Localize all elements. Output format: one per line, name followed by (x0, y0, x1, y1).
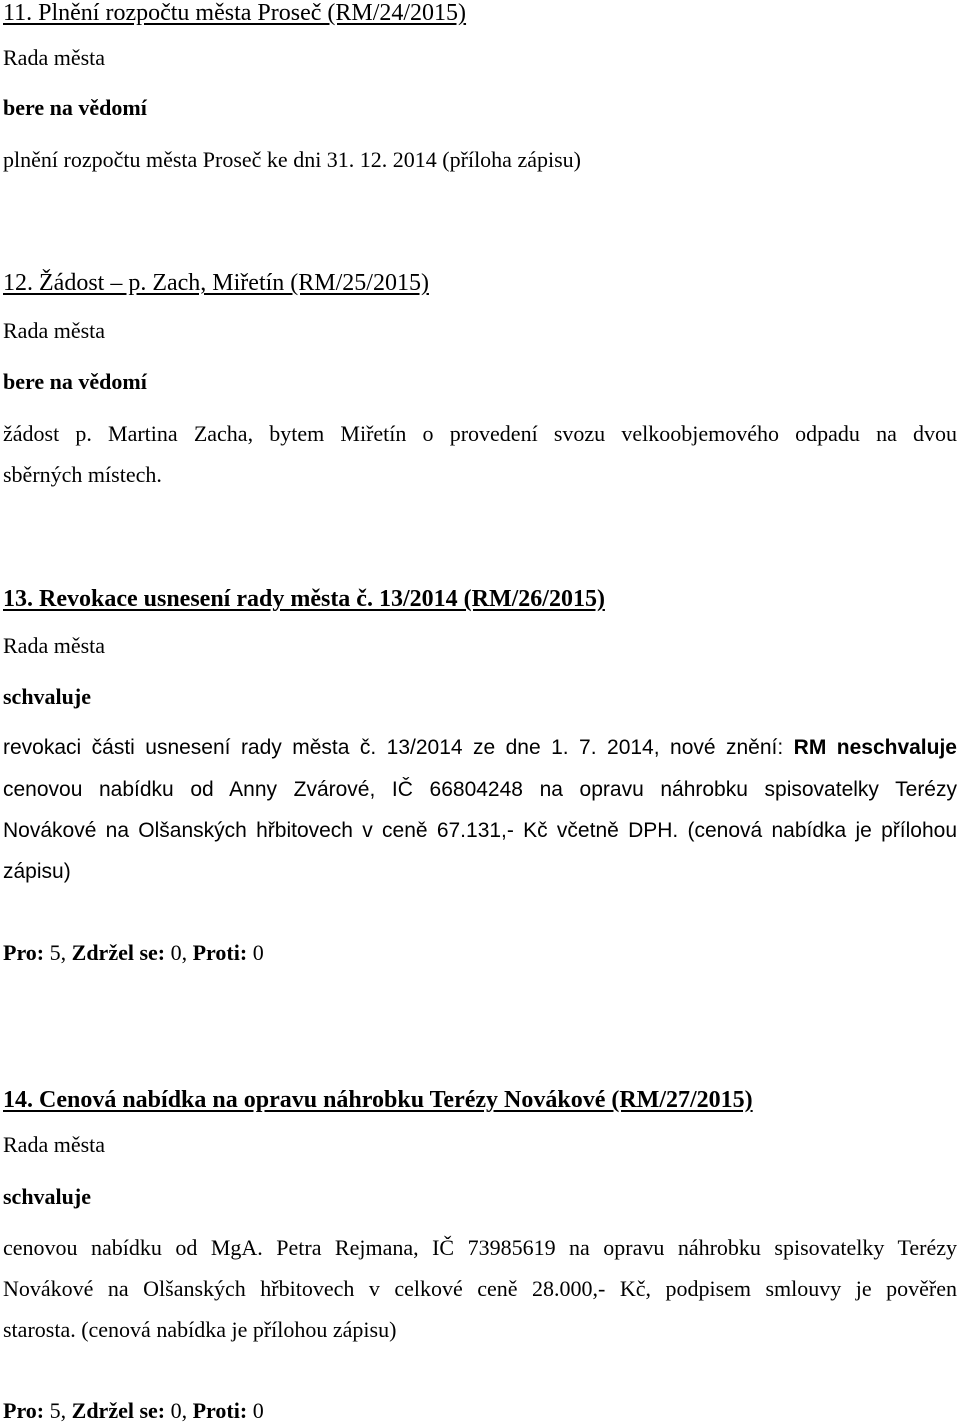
section-14-action: schvaluje (3, 1184, 91, 1209)
vote-proti-label: Proti: (192, 1398, 248, 1423)
section-12-title: 12. Žádost – p. Zach, Miřetín (RM/25/2015) (3, 270, 429, 296)
vote-pro-label: Pro: (3, 940, 45, 965)
section-13-title: 13. Revokace usnesení rady města č. 13/2014 (RM/26/2015) (3, 586, 605, 612)
section-13-body-label: Rada města (3, 633, 106, 658)
section-12-body-label: Rada města (3, 318, 106, 343)
section-14-title: 14. Cenová nabídka na opravu náhrobku Terézy Novákové (RM/27/2015) (3, 1087, 753, 1113)
section-11-text-line-1: plnění rozpočtu města Proseč ke dni 31. 12. 2014 (příloha zápisu) (3, 147, 581, 172)
vote-proti-label: Proti: (192, 940, 248, 965)
vote-zdrzel-value: 0, (170, 1398, 188, 1423)
section-11-title: 11. Plnění rozpočtu města Proseč (RM/24/2015) (3, 0, 467, 26)
section-13-action: schvaluje (3, 684, 91, 709)
vote-zdrzel-label: Zdržel se: (71, 1398, 166, 1423)
section-13-text-line-4: zápisu) (3, 860, 71, 883)
section-11-body-label: Rada města (3, 45, 106, 70)
section-12-text-line-1: žádost p. Martina Zacha, bytem Miřetín o provedení svozu velkoobjemového odpadu na dvou (3, 421, 957, 446)
vote-zdrzel-label: Zdržel se: (71, 940, 166, 965)
vote-pro-label: Pro: (3, 1398, 45, 1423)
vote-pro-value: 5, (49, 1398, 67, 1423)
section-14-text-line-2: Novákové na Olšanských hřbitovech v celkové ceně 28.000,- Kč, podpisem smlouvy je pověřen (3, 1276, 957, 1301)
section-14-vote (3, 1398, 264, 1424)
section-12-text-line-2: sběrných místech. (3, 462, 162, 487)
section-14-text-line-1: cenovou nabídku od MgA. Petra Rejmana, IČ 73985619 na opravu náhrobku spisovatelky Terézy (3, 1235, 957, 1260)
section-13-text-line-1 (3, 735, 957, 761)
section-13-vote (3, 940, 264, 966)
section-13-text-line-3: Novákové na Olšanských hřbitovech v ceně 67.131,- Kč včetně DPH. (cenová nabídka je přílohou (3, 819, 957, 842)
section-13-text-line-2: cenovou nabídku od Anny Zvárové, IČ 66804248 na opravu náhrobku spisovatelky Terézy (3, 778, 957, 801)
section-11-action: bere na vědomí (3, 95, 147, 120)
section-14-body-label: Rada města (3, 1132, 106, 1157)
vote-proti-value: 0 (252, 940, 264, 965)
section-13-text-line-1-bold: RM neschvaluje (793, 736, 957, 759)
section-14-text-line-3: starosta. (cenová nabídka je přílohou zápisu) (3, 1317, 397, 1342)
section-13-text-line-1-pre: revokaci části usnesení rady města č. 13/2014 ze dne 1. 7. 2014, nové znění: (3, 736, 794, 759)
vote-proti-value: 0 (252, 1398, 264, 1423)
vote-zdrzel-value: 0, (170, 940, 188, 965)
vote-pro-value: 5, (49, 940, 67, 965)
section-12-action: bere na vědomí (3, 369, 147, 394)
